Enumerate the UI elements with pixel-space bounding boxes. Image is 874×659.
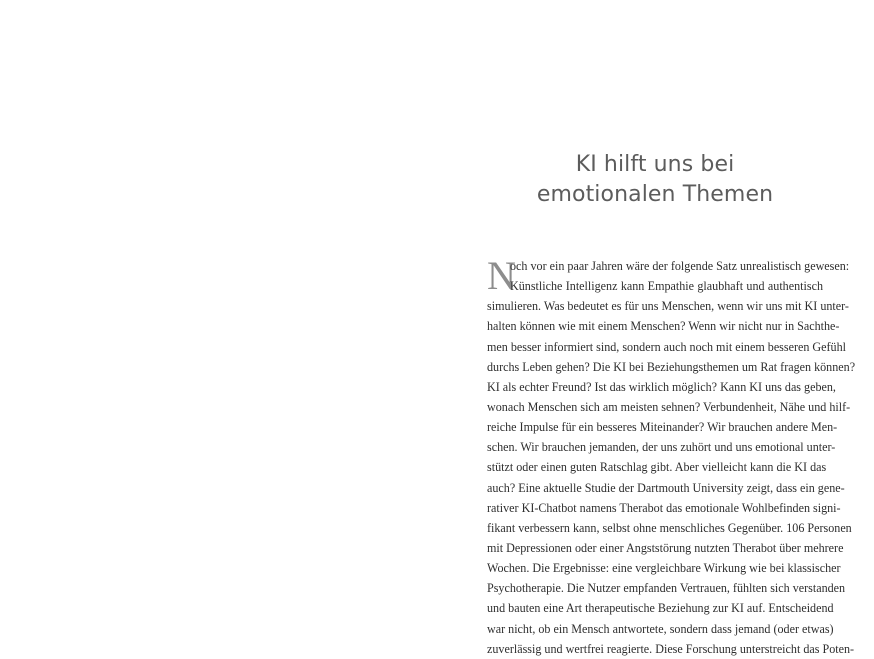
text-line: rativer KI-Chatbot namens Therabot das emotionale Wohlbefinden signi- bbox=[487, 500, 841, 515]
text-line: und bauten eine Art therapeutische Beziehung zur KI auf. Entscheidend bbox=[487, 601, 834, 616]
text-line: och vor ein paar Jahren wäre der folgende Satz unrealistisch gewesen: bbox=[510, 259, 850, 273]
body-paragraph bbox=[487, 253, 856, 659]
text-line: stützt oder einen guten Ratschlag gibt. Aber vielleicht kann die KI das bbox=[487, 460, 827, 475]
drop-cap-letter: N bbox=[487, 253, 516, 298]
text-line: durchs Leben gehen? Die KI bei Beziehungsthemen um Rat fragen können? bbox=[487, 359, 856, 374]
text-line: Künstliche Intelligenz kann Empathie glaubhaft und authentisch bbox=[510, 279, 823, 294]
text-line: men besser informiert sind, sondern auch noch mit einem besseren Gefühl bbox=[487, 339, 847, 354]
text-line: Psychotherapie. Die Nutzer empfanden Vertrauen, fühlten sich verstanden bbox=[487, 581, 846, 596]
chapter-title-line-1: KI hilft uns bei bbox=[575, 152, 735, 177]
chapter-title-line-2: emotionalen Themen bbox=[536, 182, 774, 207]
text-line: reiche Impulse für ein besseres Miteinander? Wir brauchen andere Men- bbox=[487, 420, 838, 435]
left-page-blank bbox=[0, 0, 437, 648]
chapter-title bbox=[487, 150, 823, 210]
text-line: halten können wie mit einem Menschen? Wenn wir nicht nur in Sachthe- bbox=[487, 319, 840, 334]
text-line: auch? Eine aktuelle Studie der Dartmouth University zeigt, dass ein gene- bbox=[487, 480, 845, 495]
text-line: fikant verbessern kann, selbst ohne menschliches Gegenüber. 106 Personen bbox=[487, 520, 852, 535]
text-line: war nicht, ob ein Mensch antwortete, sondern dass jemand (oder etwas) bbox=[487, 621, 834, 636]
text-line: mit Depressionen oder einer Angststörung nutzten Therabot über mehrere bbox=[487, 540, 844, 555]
text-line: simulieren. Was bedeutet es für uns Menschen, wenn wir uns mit KI unter- bbox=[487, 299, 849, 314]
text-line: KI als echter Freund? Ist das wirklich möglich? Kann KI uns das geben, bbox=[487, 379, 836, 394]
text-line: Wochen. Die Ergebnisse: eine vergleichbare Wirkung wie bei klassischer bbox=[487, 561, 841, 576]
text-line: zuverlässig und wertfrei reagierte. Diese Forschung unterstreicht das Poten- bbox=[487, 641, 855, 656]
text-line: schen. Wir brauchen jemanden, der uns zuhört und uns emotional unter- bbox=[487, 440, 836, 455]
text-line: wonach Menschen sich am meisten sehnen? Verbundenheit, Nähe und hilf- bbox=[487, 399, 851, 414]
